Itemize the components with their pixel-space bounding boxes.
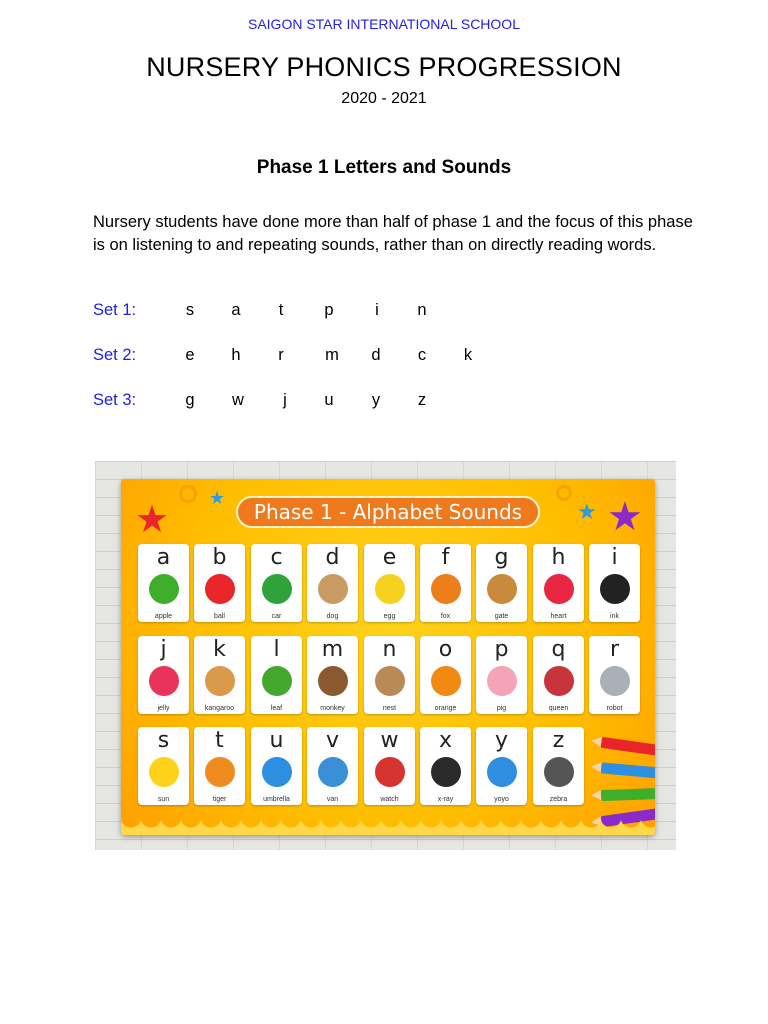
letter-card-b (194, 544, 245, 622)
set-letter: s (185, 301, 195, 319)
pencil-green (601, 788, 655, 801)
set-letter: p (324, 301, 334, 319)
set-letter: i (375, 301, 379, 319)
set-letter: k (463, 346, 473, 364)
monkey-icon (318, 666, 348, 696)
van-icon (318, 757, 348, 787)
letter-card-i (589, 544, 640, 622)
leaf-icon (262, 666, 292, 696)
pig-icon (487, 666, 517, 696)
letter-card-q (533, 636, 584, 714)
card-letter: f (441, 545, 450, 570)
set-letter: w (232, 391, 244, 409)
circle-decoration (179, 485, 197, 503)
card-word: x-ray (437, 796, 454, 803)
card-word: nest (382, 705, 397, 712)
letter-card-m (307, 636, 358, 714)
card-letter: k (213, 637, 226, 662)
card-word: jelly (157, 705, 170, 712)
letter-card-y (476, 727, 527, 805)
card-word: van (326, 796, 339, 803)
letter-card-w (364, 727, 415, 805)
card-word: orange (434, 705, 457, 712)
heart-icon (544, 574, 574, 604)
letter-card-r (589, 636, 640, 714)
set-letter: g (185, 391, 195, 409)
set-letter: e (185, 346, 195, 364)
letter-card-c (251, 544, 302, 622)
card-word: umbrella (263, 796, 290, 803)
car-icon (262, 574, 292, 604)
card-letter: s (157, 728, 170, 753)
letter-card-h (533, 544, 584, 622)
alphabet-poster-photo (95, 461, 676, 850)
letter-card-x (420, 727, 471, 805)
dog-icon (318, 574, 348, 604)
set-letter: u (324, 391, 334, 409)
x-ray-icon (431, 757, 461, 787)
jelly-icon (149, 666, 179, 696)
set-letter: m (325, 346, 339, 364)
school-name: SAIGON STAR INTERNATIONAL SCHOOL (247, 16, 520, 32)
card-letter: l (273, 637, 280, 662)
card-word: leaf (270, 705, 283, 712)
set-letter: n (417, 301, 427, 319)
set-label: Set 3: (93, 391, 137, 409)
apple-icon (149, 574, 179, 604)
set-letter: a (231, 301, 241, 319)
star-icon: ★ (607, 495, 643, 539)
card-letter: y (494, 728, 509, 753)
letter-card-u (251, 727, 302, 805)
card-letter: v (325, 728, 340, 753)
card-word: egg (383, 613, 396, 620)
card-letter: w (380, 728, 399, 753)
card-word: car (271, 613, 282, 620)
card-word: sun (157, 796, 170, 803)
card-letter: d (325, 545, 340, 570)
card-word: yoyo (494, 796, 509, 803)
letter-card-t (194, 727, 245, 805)
card-word: ball (214, 613, 225, 620)
card-letter: j (160, 637, 167, 662)
card-letter: n (382, 637, 397, 662)
star-icon: ★ (135, 499, 170, 541)
kangaroo-icon (205, 666, 235, 696)
robot-icon (600, 666, 630, 696)
card-letter: z (552, 728, 565, 753)
pencil-blue (601, 762, 655, 778)
intro-paragraph: Nursery students have done more than half of phase 1 and the focus of this phase is on listening to and repeating sounds, rather than on directly reading words. (93, 213, 693, 254)
set-letter: j (283, 391, 287, 409)
circle-decoration (556, 485, 572, 501)
card-word: tiger (212, 796, 227, 803)
queen-icon (544, 666, 574, 696)
card-letter: p (494, 637, 509, 662)
ink-icon (600, 574, 630, 604)
poster-bottom-wave (121, 817, 655, 835)
school-year: 2020 - 2021 (341, 90, 427, 107)
egg-icon (375, 574, 405, 604)
card-word: monkey (320, 705, 345, 712)
letter-card-z (533, 727, 584, 805)
card-letter: u (269, 728, 284, 753)
card-letter: g (494, 545, 509, 570)
set-letter: y (371, 391, 381, 409)
card-letter: h (551, 545, 566, 570)
letter-card-g (476, 544, 527, 622)
card-letter: m (321, 637, 344, 662)
letter-card-s (138, 727, 189, 805)
set-letter: r (278, 346, 284, 364)
nest-icon (375, 666, 405, 696)
letter-card-j (138, 636, 189, 714)
card-word: apple (154, 613, 173, 620)
set-letter: h (231, 346, 241, 364)
card-word: gate (494, 613, 509, 620)
card-word: fox (440, 613, 451, 620)
sun-icon (149, 757, 179, 787)
card-word: kangaroo (204, 705, 235, 712)
letter-card-k (194, 636, 245, 714)
alphabet-poster (121, 479, 655, 835)
letter-card-a (138, 544, 189, 622)
card-letter: t (215, 728, 224, 753)
card-word: dog (326, 613, 339, 620)
ball-icon (205, 574, 235, 604)
star-icon: ★ (577, 499, 597, 524)
set-letter: d (371, 346, 381, 364)
card-letter: o (438, 637, 453, 662)
page-title: NURSERY PHONICS PROGRESSION (146, 52, 622, 82)
card-word: robot (606, 705, 623, 712)
yoyo-icon (487, 757, 517, 787)
card-letter: r (609, 637, 620, 662)
set-letter: z (417, 391, 427, 409)
letter-card-l (251, 636, 302, 714)
card-word: zebra (549, 796, 568, 803)
letter-card-d (307, 544, 358, 622)
zebra-icon (544, 757, 574, 787)
gate-icon (487, 574, 517, 604)
card-word: ink (610, 613, 619, 620)
set-letter: c (417, 346, 427, 364)
poster-title-banner: Phase 1 - Alphabet Sounds (236, 496, 540, 528)
card-word: queen (548, 705, 569, 712)
card-word: heart (550, 613, 567, 620)
card-letter: q (551, 637, 566, 662)
orange-icon (431, 666, 461, 696)
set-label: Set 1: (93, 301, 137, 319)
fox-icon (431, 574, 461, 604)
set-letter: t (278, 301, 284, 319)
umbrella-icon (262, 757, 292, 787)
letter-card-v (307, 727, 358, 805)
letter-card-p (476, 636, 527, 714)
card-letter: x (438, 728, 453, 753)
card-word: pig (496, 705, 507, 712)
letter-card-f (420, 544, 471, 622)
tiger-icon (205, 757, 235, 787)
card-word: watch (380, 796, 399, 803)
letter-card-e (364, 544, 415, 622)
card-letter: c (270, 545, 283, 570)
pencil-red (601, 737, 655, 756)
watch-icon (375, 757, 405, 787)
set-label: Set 2: (93, 346, 137, 364)
card-letter: a (156, 545, 171, 570)
star-icon: ★ (209, 488, 226, 508)
card-letter: i (611, 545, 618, 570)
letter-card-n (364, 636, 415, 714)
card-letter: b (212, 545, 227, 570)
letter-card-o (420, 636, 471, 714)
section-heading: Phase 1 Letters and Sounds (256, 157, 512, 178)
card-letter: e (382, 545, 397, 570)
